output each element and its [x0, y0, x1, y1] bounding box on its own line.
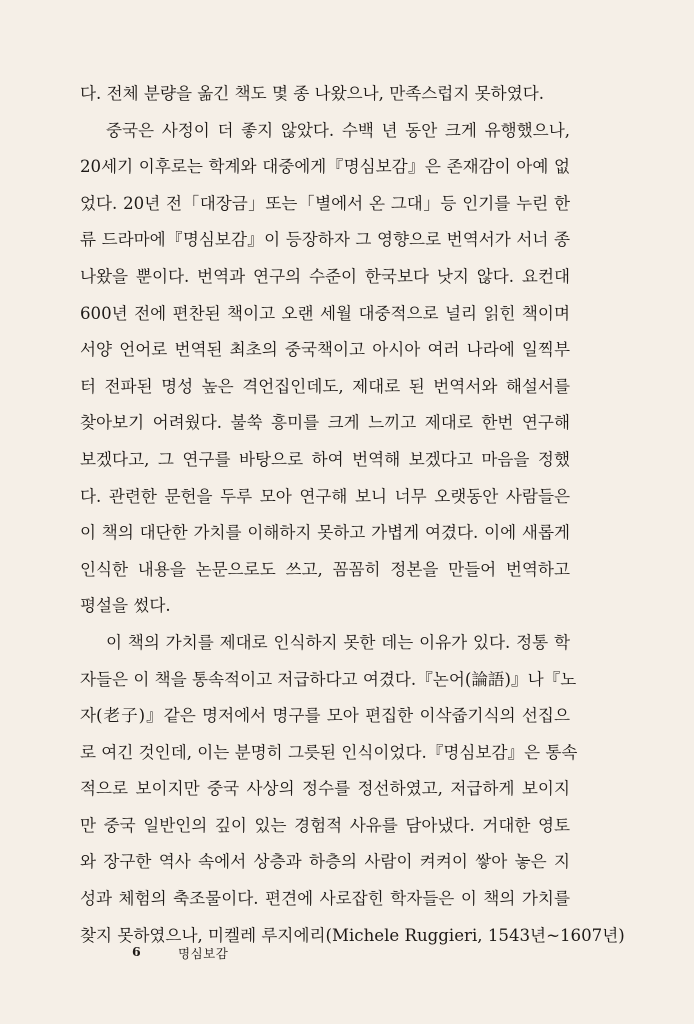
text-line: 서양 언어로 번역된 최초의 중국책이고 아시아 여러 나라에 일찍부 — [80, 340, 570, 360]
text-line: 이 책의 가치를 제대로 인식하지 못한 데는 이유가 있다. 정통 학 — [106, 632, 570, 652]
text-line: 보겠다고, 그 연구를 바탕으로 하여 번역해 보겠다고 마음을 정했 — [80, 449, 570, 469]
text-line: 나왔을 뿐이다. 번역과 연구의 수준이 한국보다 낫지 않다. 요컨대 — [80, 266, 570, 286]
text-line: 터 전파된 명성 높은 격언집인데도, 제대로 된 번역서와 해설서를 — [80, 376, 570, 396]
body-text — [80, 76, 625, 954]
text-line: 로 여긴 것인데, 이는 분명히 그릇된 인식이었다.『명심보감』은 통속 — [80, 742, 578, 762]
text-line: 중국은 사정이 더 좋지 않았다. 수백 년 동안 크게 유행했으나, — [106, 120, 570, 140]
text-line: 이 책의 대단한 가치를 이해하지 못하고 가볍게 여겼다. 이에 새롭게 — [80, 523, 570, 543]
text-line: 었다. 20년 전「대장금」또는「별에서 온 그대」등 인기를 누린 한 — [80, 193, 570, 213]
text-line: 인식한 내용을 논문으로도 쓰고, 꼼꼼히 정본을 만들어 번역하고 — [80, 559, 570, 579]
text-line: 평설을 썼다. — [80, 596, 171, 616]
text-line: 20세기 이후로는 학계와 대중에게『명심보감』은 존재감이 아예 없 — [80, 157, 570, 177]
text-line: 자(老子)』같은 명저에서 명구를 모아 편집한 이삭줍기식의 선집으 — [80, 706, 570, 726]
text-line: 적으로 보이지만 중국 사상의 정수를 정선하였고, 저급하게 보이지 — [80, 779, 570, 799]
text-line: 600년 전에 편찬된 책이고 오랜 세월 대중적으로 널리 읽힌 책이며 — [80, 303, 570, 323]
text-line: 류 드라마에『명심보감』이 등장하자 그 영향으로 번역서가 서너 종 — [80, 230, 570, 250]
text-line: 찾아보기 어려웠다. 불쑥 흥미를 크게 느끼고 제대로 한번 연구해 — [80, 413, 570, 433]
text-line: 자들은 이 책을 통속적이고 저급하다고 여겼다.『논어(論語)』나『노 — [80, 669, 577, 689]
text-line: 성과 체험의 축조물이다. 편견에 사로잡힌 학자들은 이 책의 가치를 — [80, 889, 570, 909]
running-title: 명심보감 — [178, 946, 229, 961]
text-line: 와 장구한 역사 속에서 상층과 하층의 사람이 켜켜이 쌓아 놓은 지 — [80, 852, 570, 872]
page-number: 6 — [132, 944, 141, 959]
text-line: 다. 관련한 문헌을 두루 모아 연구해 보니 너무 오랫동안 사람들은 — [80, 486, 570, 506]
page-footer — [0, 940, 694, 968]
text-line: 다. 전체 분량을 옮긴 책도 몇 종 나왔으나, 만족스럽지 못하였다. — [80, 84, 545, 103]
text-line: 찾지 못하였으나, 미켈레 루지에리(Michele Ruggieri, 1543년~1607년) — [80, 925, 625, 945]
text-line: 만 중국 일반인의 깊이 있는 경험적 사유를 담아냈다. 거대한 영토 — [80, 815, 570, 835]
